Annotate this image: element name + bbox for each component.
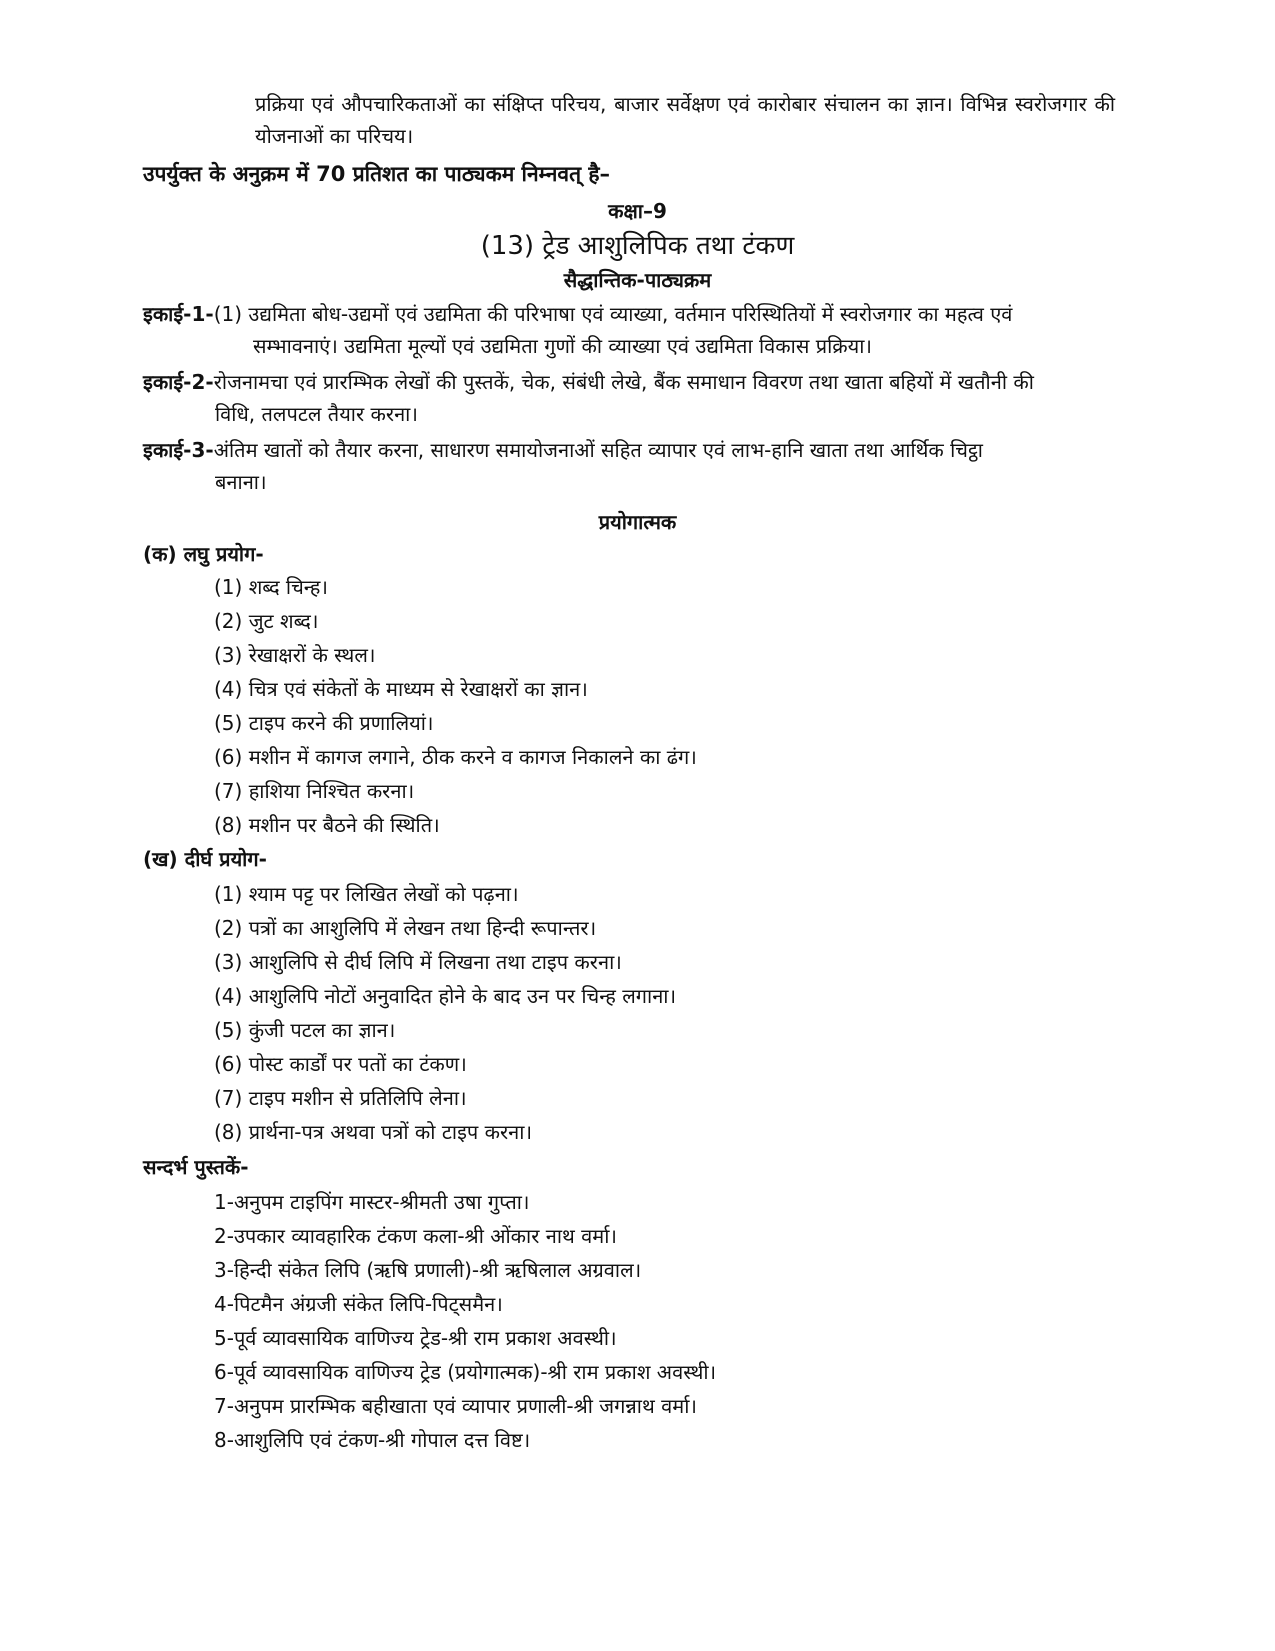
unit-label: इकाई-1- — [143, 302, 214, 326]
long-practical-heading: (ख) दीर्घ प्रयोग- — [143, 847, 267, 871]
unit-text: अंतिम खातों को तैयार करना, साधारण समायोजनाओं सहित व्यापार एवं लाभ-हानि खाता तथा आर्थिक चिट्ठा — [213, 438, 983, 462]
class-label: कक्षा–9 — [608, 199, 667, 223]
practical-heading: प्रयोगात्मक — [598, 510, 677, 534]
list-item: (1) श्याम पट्ट पर लिखित लेखों को पढ़ना। — [214, 882, 519, 906]
list-item: (2) जुट शब्द। — [214, 609, 319, 633]
syllabus-lead-line: उपर्युक्त के अनुक्रम में 70 प्रतिशत का पाठ्यकम निम्नवत् है– — [143, 162, 610, 186]
unit-3 — [143, 434, 1115, 498]
list-item: (3) रेखाक्षरों के स्थल। — [214, 643, 376, 667]
unit-label: इकाई-3- — [143, 438, 214, 462]
unit-1 — [143, 298, 1115, 362]
reference-item: 4-पिटमैन अंग्रजी संकेत लिपि-पिट्समैन। — [214, 1292, 503, 1316]
reference-item: 6-पूर्व व्यावसायिक वाणिज्य ट्रेड (प्रयोगात्मक)-श्री राम प्रकाश अवस्थी। — [214, 1360, 717, 1384]
reference-books-heading: सन्दर्भ पुस्तकें- — [143, 1155, 249, 1179]
reference-item: 1-अनुपम टाइपिंग मास्टर-श्रीमती उषा गुप्ता। — [214, 1190, 530, 1214]
unit-text-cont: बनाना। — [215, 470, 267, 494]
unit-text: (1) उद्यमिता बोध-उद्यमों एवं उद्यमिता की परिभाषा एवं व्याख्या, वर्तमान परिस्थितियों में स्वरोजगार का महत्व एवं — [213, 302, 1013, 326]
list-item: (6) पोस्ट कार्डों पर पतों का टंकण। — [214, 1052, 467, 1076]
theory-syllabus-heading: सैद्धान्तिक-पाठ्यक्रम — [563, 268, 712, 292]
list-item: (5) कुंजी पटल का ज्ञान। — [214, 1018, 396, 1042]
list-item: (7) टाइप मशीन से प्रतिलिपि लेना। — [214, 1086, 467, 1110]
list-item: (8) प्रार्थना-पत्र अथवा पत्रों को टाइप करना। — [214, 1120, 533, 1144]
list-item: (4) आशुलिपि नोटों अनुवादित होने के बाद उन पर चिन्ह लगाना। — [214, 984, 677, 1008]
unit-label: इकाई-2- — [143, 370, 214, 394]
list-item: (2) पत्रों का आशुलिपि में लेखन तथा हिन्दी रूपान्तर। — [214, 916, 597, 940]
list-item: (6) मशीन में कागज लगाने, ठीक करने व कागज निकालने का ढंग। — [214, 745, 697, 769]
list-item: (7) हाशिया निश्चित करना। — [214, 779, 415, 803]
short-practical-heading: (क) लघु प्रयोग- — [143, 542, 264, 566]
unit-text-cont: विधि, तलपटल तैयार करना। — [215, 402, 418, 426]
unit-text-cont: सम्भावनाएं। उद्यमिता मूल्यों एवं उद्यमिता गुणों की व्याख्या एवं उद्यमिता विकास प्रक्रिया। — [253, 334, 872, 358]
unit-text: रोजनामचा एवं प्रारम्भिक लेखों की पुस्तकें, चेक, संबंधी लेखे, बैंक समाधान विवरण तथा खाता बहियों में खतौनी की — [213, 370, 1034, 394]
page-title: (13) ट्रेड आशुलिपिक तथा टंकण — [480, 231, 795, 261]
reference-item: 7-अनुपम प्रारम्भिक बहीखाता एवं व्यापार प्रणाली-श्री जगन्नाथ वर्मा। — [214, 1394, 697, 1418]
reference-item: 8-आशुलिपि एवं टंकण-श्री गोपाल दत्त विष्ट। — [214, 1428, 531, 1452]
reference-item: 2-उपकार व्यावहारिक टंकण कला-श्री ओंकार नाथ वर्मा। — [214, 1224, 618, 1248]
list-item: (4) चित्र एवं संकेतों के माध्यम से रेखाक्षरों का ज्ञान। — [214, 677, 588, 701]
list-item: (8) मशीन पर बैठने की स्थिति। — [214, 813, 440, 837]
unit-2 — [143, 366, 1115, 430]
continuation-paragraph: प्रक्रिया एवं औपचारिकताओं का संक्षिप्त परिचय, बाजार सर्वेक्षण एवं कारोबार संचालन का ज्ञान। विभिन्न स्वरोजगार की योजनाओं का परिचय। — [255, 92, 1115, 148]
reference-item: 3-हिन्दी संकेत लिपि (ऋषि प्रणाली)-श्री ऋषिलाल अग्रवाल। — [214, 1258, 642, 1282]
list-item: (5) टाइप करने की प्रणालियां। — [214, 711, 434, 735]
list-item: (3) आशुलिपि से दीर्घ लिपि में लिखना तथा टाइप करना। — [214, 950, 622, 974]
list-item: (1) शब्द चिन्ह। — [214, 575, 328, 599]
reference-item: 5-पूर्व व्यावसायिक वाणिज्य ट्रेड-श्री राम प्रकाश अवस्थी। — [214, 1326, 617, 1350]
